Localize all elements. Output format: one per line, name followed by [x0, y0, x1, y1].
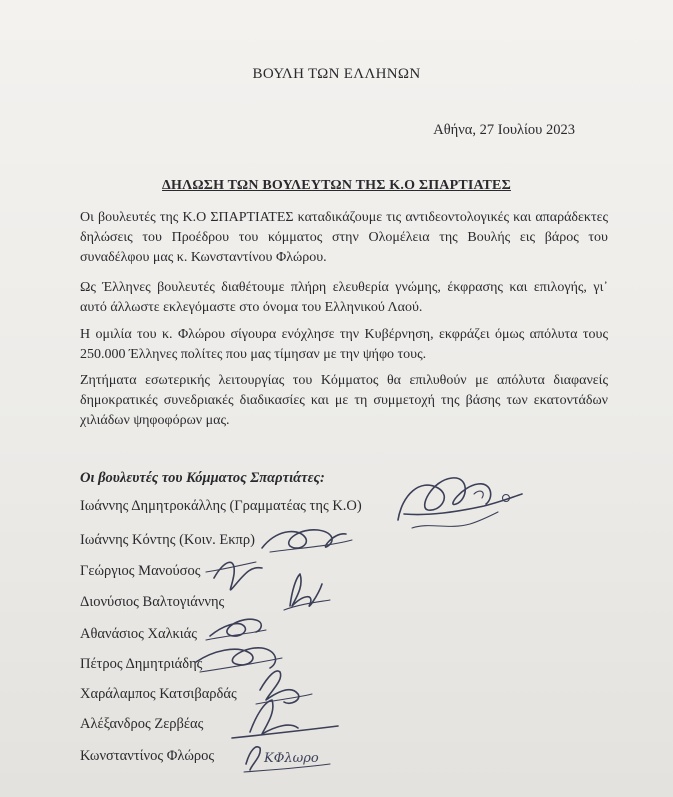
signatories-heading: Οι βουλευτές του Κόμματος Σπαρτιάτες: [80, 470, 325, 486]
signatory-name: Γεώργιος Μανούσος [80, 563, 201, 579]
signature-9-text: ΚΦλωρο [264, 751, 319, 766]
signature-7 [256, 671, 312, 704]
signatory-name: Χαράλαμπος Κατσιβαρδάς [80, 686, 237, 702]
signatory-name: Πέτρος Δημητριάδης [80, 656, 203, 672]
parliament-header: ΒΟΥΛΗ ΤΩΝ ΕΛΛΗΝΩΝ [252, 66, 421, 82]
signatory-name: Ιωάννης Δημητροκάλλης (Γραμματέας της Κ.Ο) [80, 498, 362, 514]
signature-3 [206, 562, 262, 590]
signatory-name: Ιωάννης Κόντης (Κοιν. Εκπρ) [80, 532, 255, 548]
statement-title: ΔΗΛΩΣΗ ΤΩΝ ΒΟΥΛΕΥΤΩΝ ΤΗΣ Κ.Ο ΣΠΑΡΤΙΑΤΕΣ [162, 178, 511, 193]
signatory-name: Διονύσιος Βαλτογιάννης [80, 594, 225, 610]
signature-9 [244, 747, 330, 772]
signatory-name: Κωνσταντίνος Φλώρος [80, 748, 215, 764]
signatory-name: Αλέξανδρος Ζερβέας [80, 716, 204, 732]
signature-5 [206, 619, 266, 640]
signature-1 [398, 478, 522, 528]
signature-4 [284, 574, 330, 610]
paragraph-3: Η ομιλία του κ. Φλώρου σίγουρα ενόχλησε την Κυβέρνηση, εκφράζει όμως απόλυτα τους 250.000 Έλληνες πολίτες που μας τίμησαν με την ψήφο τους. [80, 327, 608, 362]
signatory-name: Αθανάσιος Χαλκιάς [80, 626, 198, 642]
signature-6 [196, 648, 282, 672]
paragraph-4: Ζητήματα εσωτερικής λειτουργίας του Κόμματος θα επιλυθούν με απόλυτα διαφανείς δημοκρατικές συνεδριακές διαδικασίες και με τη συμμετοχή της βάσης των εκατοντάδων χιλιάδων ψηφοφόρων μας. [80, 373, 608, 428]
signature-8 [232, 700, 338, 738]
document-date: Αθήνα, 27 Ιουλίου 2023 [433, 122, 575, 138]
signature-2 [262, 530, 352, 552]
paragraph-1: Οι βουλευτές της Κ.Ο ΣΠΑΡΤΙΑΤΕΣ καταδικάζουμε τις αντιδεοντολογικές και απαράδεκτες δηλώσεις του Προέδρου του κόμματος στην Ολομέλεια της Βουλής εις βάρος του συναδέλφου μας κ. Κωνσταντίνου Φλώρου. [80, 210, 608, 265]
paragraph-2: Ως Έλληνες βουλευτές διαθέτουμε πλήρη ελευθερία γνώμης, έκφρασης και επιλογής, γι᾽ αυτό άλλωστε εκλεγόμαστε στο όνομα του Ελληνικού Λαού. [80, 280, 608, 315]
